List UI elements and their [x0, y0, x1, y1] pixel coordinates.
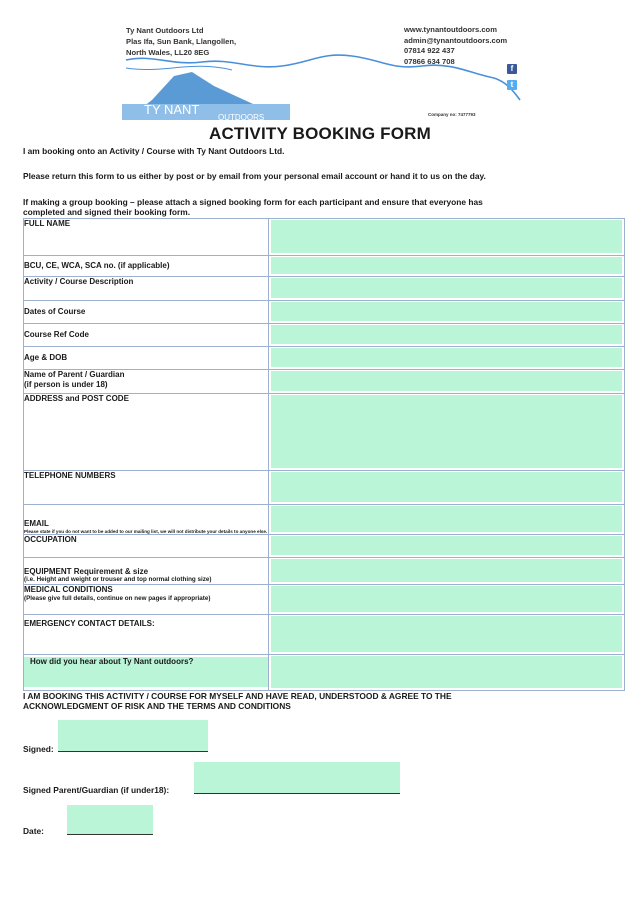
full-name-label: FULL NAME: [24, 219, 269, 256]
logo-text-top: TY NANT: [144, 102, 200, 117]
company-number: Company no: 7477793: [428, 112, 476, 117]
email-label-note: Please state if you do not want to be added to our mailing list, we will not distribute your details to anyone else.: [24, 528, 268, 534]
email-field[interactable]: [269, 505, 625, 535]
dates-field[interactable]: [269, 301, 625, 324]
full-name-field[interactable]: [269, 219, 625, 256]
occupation-label: OCCUPATION: [24, 535, 269, 558]
form-row: [24, 370, 625, 394]
form-row: [24, 347, 625, 370]
emergency-field[interactable]: [269, 615, 625, 655]
activity-label: Activity / Course Description: [24, 277, 269, 301]
signed-label: Signed:: [23, 744, 54, 754]
date-label: Date:: [23, 826, 44, 836]
bcu-label: BCU, CE, WCA, SCA no. (if applicable): [24, 256, 269, 277]
form-row: [24, 655, 625, 691]
address-label: ADDRESS and POST CODE: [24, 394, 269, 471]
email-label: [24, 505, 269, 535]
intro-line-1: I am booking onto an Activity / Course with Ty Nant Outdoors Ltd.: [23, 146, 285, 156]
form-row: [24, 301, 625, 324]
equipment-field[interactable]: [269, 558, 625, 585]
logo-banner: [122, 48, 522, 122]
ref-label: Course Ref Code: [24, 324, 269, 347]
declaration: [23, 692, 452, 711]
booking-form-table: [23, 218, 625, 691]
heard-label-text: How did you hear about Ty Nant outdoors?: [30, 657, 194, 666]
ref-field[interactable]: [269, 324, 625, 347]
intro-line-2: Please return this form to us either by post or by email from your personal email account or hand it to us on the day.: [23, 171, 486, 181]
parent-label-text: Name of Parent / Guardian: [24, 370, 125, 379]
company-name: Ty Nant Outdoors Ltd: [126, 26, 204, 35]
medical-label-note: (Please give full details, continue on new pages if appropriate): [24, 594, 211, 602]
heard-label: [24, 655, 269, 691]
medical-label-text: MEDICAL CONDITIONS: [24, 585, 113, 594]
form-row: [24, 394, 625, 471]
logo-text-bottom: OUTDOORS: [218, 113, 265, 122]
form-row: [24, 471, 625, 505]
age-label: Age & DOB: [24, 347, 269, 370]
intro-line-3b: completed and signed their booking form.: [23, 206, 191, 217]
occupation-field[interactable]: [269, 535, 625, 558]
signature-line: [58, 751, 208, 752]
parent-label-note: (if person is under 18): [24, 379, 108, 389]
form-row: [24, 558, 625, 585]
heard-field[interactable]: [269, 655, 625, 691]
address-field[interactable]: [269, 394, 625, 471]
parent-field[interactable]: [269, 370, 625, 394]
form-row: [24, 256, 625, 277]
declaration-line-2: ACKNOWLEDGMENT OF RISK AND THE TERMS AND CONDITIONS: [23, 700, 291, 711]
website: www.tynantoutdoors.com: [404, 25, 497, 34]
facebook-icon[interactable]: f: [507, 64, 517, 74]
date-field[interactable]: [67, 805, 153, 835]
medical-label: [24, 585, 269, 615]
equipment-label: [24, 558, 269, 585]
phone-2: 07866 634 708: [404, 56, 455, 66]
phone-1: 07814 922 437: [404, 46, 455, 55]
form-row: [24, 505, 625, 535]
equipment-label-note: (i.e. Height and weight or trouser and top normal clothing size): [24, 576, 212, 583]
email-label-text: EMAIL: [24, 519, 49, 528]
email-address: admin@tynantoutdoors.com: [404, 35, 508, 45]
activity-field[interactable]: [269, 277, 625, 301]
address-line-2: North Wales, LL20 8EG: [126, 48, 210, 57]
phone-label: TELEPHONE NUMBERS: [24, 471, 269, 505]
guardian-signature-line: [194, 793, 400, 794]
emergency-label: EMERGENCY CONTACT DETAILS:: [24, 615, 269, 655]
date-line: [67, 834, 153, 835]
dates-label: Dates of Course: [24, 301, 269, 324]
guardian-label: Signed Parent/Guardian (if under18):: [23, 785, 170, 795]
form-row: [24, 277, 625, 301]
intro-line-3a: If making a group booking – please attach a signed booking form for each participant and ensure that everyone has: [23, 197, 483, 207]
form-row: [24, 535, 625, 558]
guardian-signature-field[interactable]: [194, 762, 400, 794]
address-line-1: Plas Ifa, Sun Bank, Llangollen,: [126, 37, 237, 46]
phone-field[interactable]: [269, 471, 625, 505]
bcu-field[interactable]: [269, 256, 625, 277]
form-row: [24, 219, 625, 256]
signature-field[interactable]: [58, 720, 208, 752]
age-field[interactable]: [269, 347, 625, 370]
page-title: ACTIVITY BOOKING FORM: [208, 124, 432, 143]
equipment-label-text: EQUIPMENT Requirement & size: [24, 566, 149, 576]
heard-label-fill: [24, 657, 268, 687]
form-row: [24, 324, 625, 347]
form-row: [24, 615, 625, 655]
medical-field[interactable]: [269, 585, 625, 615]
intro-line-3: [23, 198, 483, 217]
declaration-line-1: I AM BOOKING THIS ACTIVITY / COURSE FOR MYSELF AND HAVE READ, UNDERSTOOD & AGREE TO THE: [23, 691, 452, 701]
twitter-icon[interactable]: t: [507, 80, 517, 90]
form-row: [24, 585, 625, 615]
parent-label: [24, 370, 269, 394]
